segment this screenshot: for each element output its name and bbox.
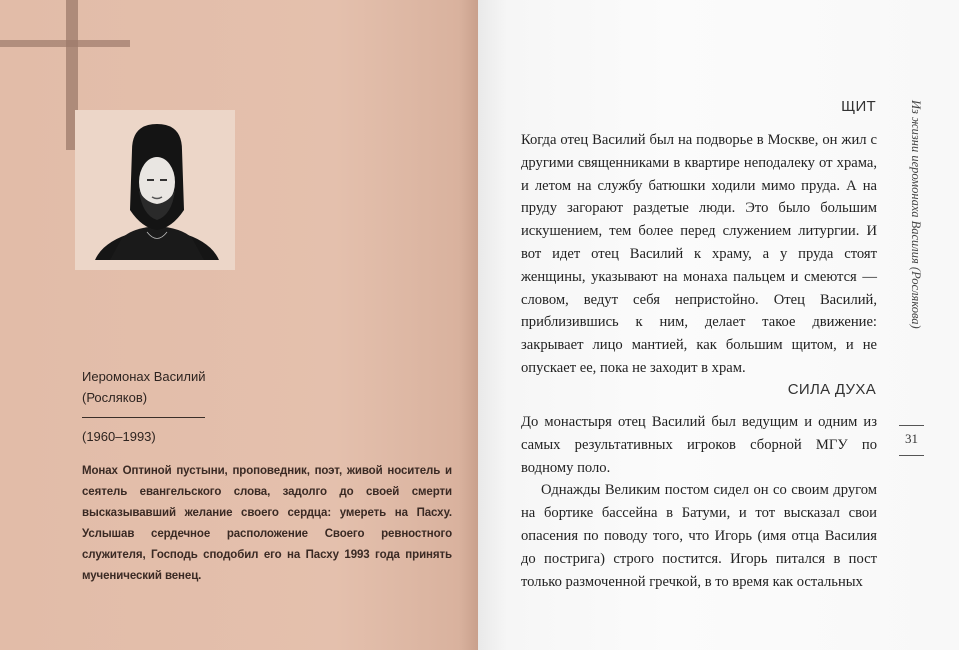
paragraph: Когда отец Василий был на подворье в Москве, он жил с другими священниками в квартире неподалеку от храма, и летом на службу батюшки ходили мимо пруда. А на пруду загорают раздетые люди. Это было большим искушением, тем более перед служением литургии. И вот идет отец Василий к храму, а у пруда стоят женщины, указывают на монаха пальцем и смеются — словом, ведут себя непристойно. Отец Василий, приблизившись к ним, делает такое движение: закрывает лицо мантией, как большим щитом, и не опускает ее, пока не заходит в храм.: [521, 132, 877, 376]
cross-horizontal-bar: [0, 40, 130, 47]
caption-years: (1960–1993): [82, 429, 156, 444]
left-page: [0, 0, 478, 650]
caption-divider: [82, 417, 205, 418]
section-body-strength: [521, 411, 877, 593]
page-number: 31: [905, 431, 918, 446]
caption-bio: Монах Оптиной пустыни, проповедник, поэт, живой носитель и сеятель евангельского слова, задолго до своей смерти высказывавший желание своего сердца: умереть на Пасху. Услышав сердечное расположение Своего ревностного служителя, Господь сподобил его на Пасху 1993 года принять мученический венец.: [82, 465, 452, 582]
caption-name: Иеромонах Василий: [82, 369, 206, 384]
monk-portrait-image: [92, 120, 222, 260]
page-number-rule-bottom: [899, 455, 924, 456]
section-title-strength: СИЛА ДУХА: [787, 381, 876, 398]
caption-surname: (Росляков): [82, 390, 148, 405]
section-body-shield: [521, 129, 877, 380]
paragraph: До монастыря отец Василий был ведущим и одним из самых результативных игроков сборной МГУ по водному поло.: [521, 414, 877, 476]
paragraph: Однажды Великим постом сидел он со своим другом на бортике бассейна в Батуми, и тот высказал свои опасения по поводу того, что Игорь (имя отца Василия до пострига) строго постится. Игорь питался в пост только размоченной гречкой, в то время как остальных: [521, 482, 877, 590]
page-number-rule-top: [899, 425, 924, 426]
portrait-caption: [82, 366, 452, 587]
running-head: Из жизни иеромонаха Василия (Рослякова): [909, 100, 923, 329]
section-title-shield: ЩИТ: [841, 98, 876, 115]
